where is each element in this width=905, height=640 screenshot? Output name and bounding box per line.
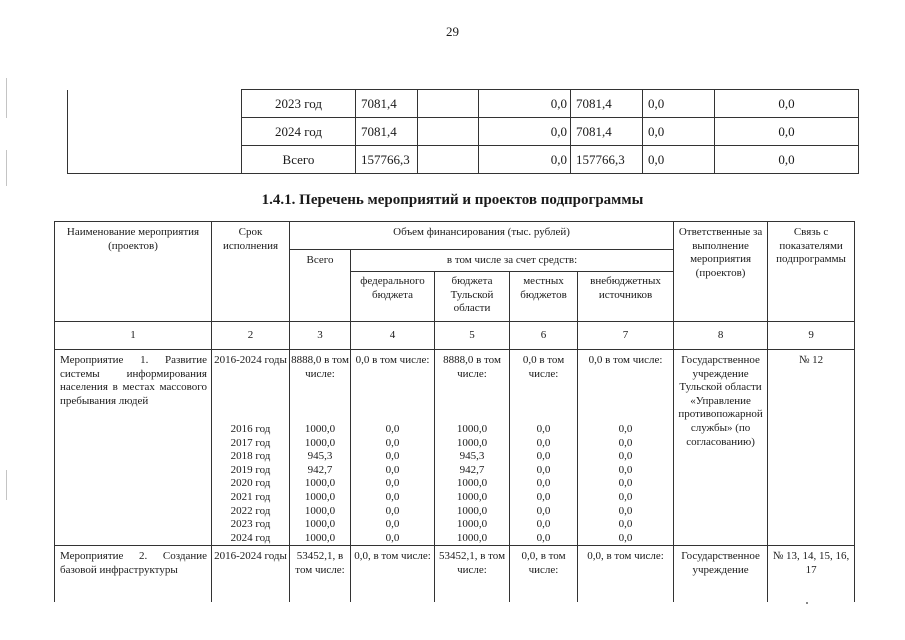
local-cell: 157766,3 [571, 146, 643, 174]
activity-responsible: Государственное учреждение Тульской области «Управление противопожарной службы» (по согласованию) [674, 350, 768, 546]
year-value: 0,0 [385, 463, 400, 476]
year-value: 1000,0 [456, 490, 488, 503]
header-including: в том числе за счет средств: [351, 250, 674, 272]
activity-name: Мероприятие 1. Развитие системы информирования населения в местах массового пребывания людей [55, 350, 212, 546]
federal-cell [418, 118, 479, 146]
activity-term: 2016-2024 годы [212, 546, 290, 602]
column-number: 1 [55, 322, 212, 350]
activity-local-cell [510, 350, 578, 546]
regional-cell: 0,0 [479, 118, 571, 146]
year-value: 0,0 [618, 436, 633, 449]
year-value: 2022 год [230, 504, 271, 517]
activity-regional-cell [435, 350, 510, 546]
activity-name: Мероприятие 2. Создание базовой инфраструктуры [55, 546, 212, 602]
activity-total: 53452,1, в том числе: [290, 546, 351, 602]
year-value: 945,3 [307, 450, 333, 463]
year-value: 1000,0 [456, 504, 488, 517]
header-federal: федерального бюджета [351, 272, 435, 322]
extra-cell: 0,0 [643, 118, 715, 146]
table-row [55, 546, 855, 602]
column-number: 4 [351, 322, 435, 350]
header-row [55, 222, 855, 250]
year-value: 0,0 [618, 423, 633, 435]
year-value: 0,0 [385, 531, 400, 544]
year-value: 0,0 [536, 450, 551, 463]
year-value: 0,0 [385, 518, 400, 531]
activity-local: 0,0 в том числе: [522, 354, 565, 380]
column-number: 5 [435, 322, 510, 350]
year-value: 0,0 [618, 450, 633, 463]
activity-federal: 0,0 в том числе: [355, 354, 430, 366]
period-cell: Всего [242, 146, 356, 174]
year-value: 1000,0 [304, 518, 336, 531]
federal-cell [418, 146, 479, 174]
total-cell: 157766,3 [356, 146, 418, 174]
year-regional-list [435, 423, 509, 545]
header-extra: внебюджетных источников [578, 272, 674, 322]
page-number: 29 [446, 24, 459, 39]
year-value: 1000,0 [456, 518, 488, 531]
year-value: 1000,0 [456, 423, 488, 435]
year-value: 2019 год [230, 463, 271, 476]
activity-extra: 0,0, в том числе: [578, 546, 674, 602]
table-row [68, 90, 859, 118]
scan-margin-mark [6, 78, 7, 118]
column-number: 9 [768, 322, 855, 350]
total-cell: 7081,4 [356, 90, 418, 118]
year-value: 0,0 [618, 504, 633, 517]
table-row [55, 350, 855, 546]
activity-total-cell [290, 350, 351, 546]
year-value: 2024 год [230, 531, 271, 544]
year-value: 0,0 [385, 504, 400, 517]
other-cell: 0,0 [715, 118, 859, 146]
activity-term-cell [212, 350, 290, 546]
year-value: 1000,0 [304, 423, 336, 435]
activity-link: № 12 [768, 350, 855, 546]
other-cell: 0,0 [715, 146, 859, 174]
year-value: 0,0 [618, 463, 633, 476]
year-value: 942,7 [307, 463, 333, 476]
year-value: 2021 год [230, 490, 271, 503]
activity-federal: 0,0, в том числе: [351, 546, 435, 602]
column-number: 6 [510, 322, 578, 350]
column-number: 8 [674, 322, 768, 350]
year-value: 0,0 [385, 450, 400, 463]
header-link: Связь с показателями подпрограммы [768, 222, 855, 322]
header-total: Всего [290, 250, 351, 322]
activity-regional: 53452,1, в том числе: [435, 546, 510, 602]
regional-cell: 0,0 [479, 90, 571, 118]
year-value: 1000,0 [304, 477, 336, 490]
year-value: 1000,0 [304, 531, 336, 544]
year-value: 0,0 [536, 423, 551, 435]
activity-federal-cell [351, 350, 435, 546]
activity-extra: 0,0 в том числе: [588, 354, 663, 366]
year-value: 0,0 [536, 531, 551, 544]
year-value: 2018 год [230, 450, 271, 463]
year-value: 0,0 [618, 518, 633, 531]
header-local: местных бюджетов [510, 272, 578, 322]
year-value: 942,7 [459, 463, 485, 476]
other-cell: 0,0 [715, 90, 859, 118]
year-extra-list [578, 423, 673, 545]
year-value: 0,0 [385, 436, 400, 449]
year-value: 0,0 [536, 436, 551, 449]
column-number: 2 [212, 322, 290, 350]
year-value: 2020 год [230, 477, 271, 490]
section-heading: 1.4.1. Перечень мероприятий и проектов подпрограммы [261, 192, 644, 208]
year-value: 0,0 [618, 477, 633, 490]
year-local-list [510, 423, 577, 545]
activities-table [54, 221, 855, 602]
year-value: 0,0 [536, 477, 551, 490]
activity-extra-cell [578, 350, 674, 546]
header-name: Наименование мероприятия (проектов) [55, 222, 212, 322]
federal-cell [418, 90, 479, 118]
year-value: 1000,0 [304, 490, 336, 503]
activity-total: 8888,0 в том числе: [291, 354, 349, 380]
year-value: 2023 год [230, 518, 271, 531]
activity-local: 0,0, в том числе: [510, 546, 578, 602]
period-cell: 2024 год [242, 118, 356, 146]
year-value: 1000,0 [304, 504, 336, 517]
year-list [212, 423, 289, 545]
extra-cell: 0,0 [643, 146, 715, 174]
scan-margin-mark [6, 470, 7, 500]
year-value: 0,0 [618, 490, 633, 503]
header-funding: Объем финансирования (тыс. рублей) [290, 222, 674, 250]
year-value: 0,0 [536, 490, 551, 503]
year-value: 0,0 [385, 423, 400, 435]
year-value: 0,0 [536, 518, 551, 531]
header-regional: бюджета Тульской области [435, 272, 510, 322]
year-value: 0,0 [536, 463, 551, 476]
year-value: 0,0 [385, 477, 400, 490]
year-value: 2017 год [230, 436, 271, 449]
year-value: 1000,0 [304, 436, 336, 449]
period-cell: 2023 год [242, 90, 356, 118]
year-value: 0,0 [385, 490, 400, 503]
total-cell: 7081,4 [356, 118, 418, 146]
activity-responsible: Государственное учреждение [674, 546, 768, 602]
year-value: 0,0 [536, 504, 551, 517]
column-number-row [55, 322, 855, 350]
funding-continuation-table [67, 89, 859, 174]
year-value: 1000,0 [456, 531, 488, 544]
local-cell: 7081,4 [571, 90, 643, 118]
activity-link: № 13, 14, 15, 16, 17 [768, 546, 855, 602]
empty-name-cell [68, 90, 242, 174]
column-number: 3 [290, 322, 351, 350]
column-number: 7 [578, 322, 674, 350]
scan-speck [806, 602, 808, 604]
regional-cell: 0,0 [479, 146, 571, 174]
scan-margin-mark [6, 150, 7, 186]
year-value: 0,0 [618, 531, 633, 544]
year-value: 2016 год [230, 423, 271, 435]
header-responsible: Ответственные за выполнение мероприятия (проектов) [674, 222, 768, 322]
header-term: Срок исполнения [212, 222, 290, 322]
activity-regional: 8888,0 в том числе: [443, 354, 501, 380]
year-value: 1000,0 [456, 477, 488, 490]
year-value: 1000,0 [456, 436, 488, 449]
year-value: 945,3 [459, 450, 485, 463]
year-total-list [290, 423, 350, 545]
activity-term: 2016-2024 годы [214, 354, 287, 366]
local-cell: 7081,4 [571, 118, 643, 146]
extra-cell: 0,0 [643, 90, 715, 118]
year-federal-list [351, 423, 434, 545]
